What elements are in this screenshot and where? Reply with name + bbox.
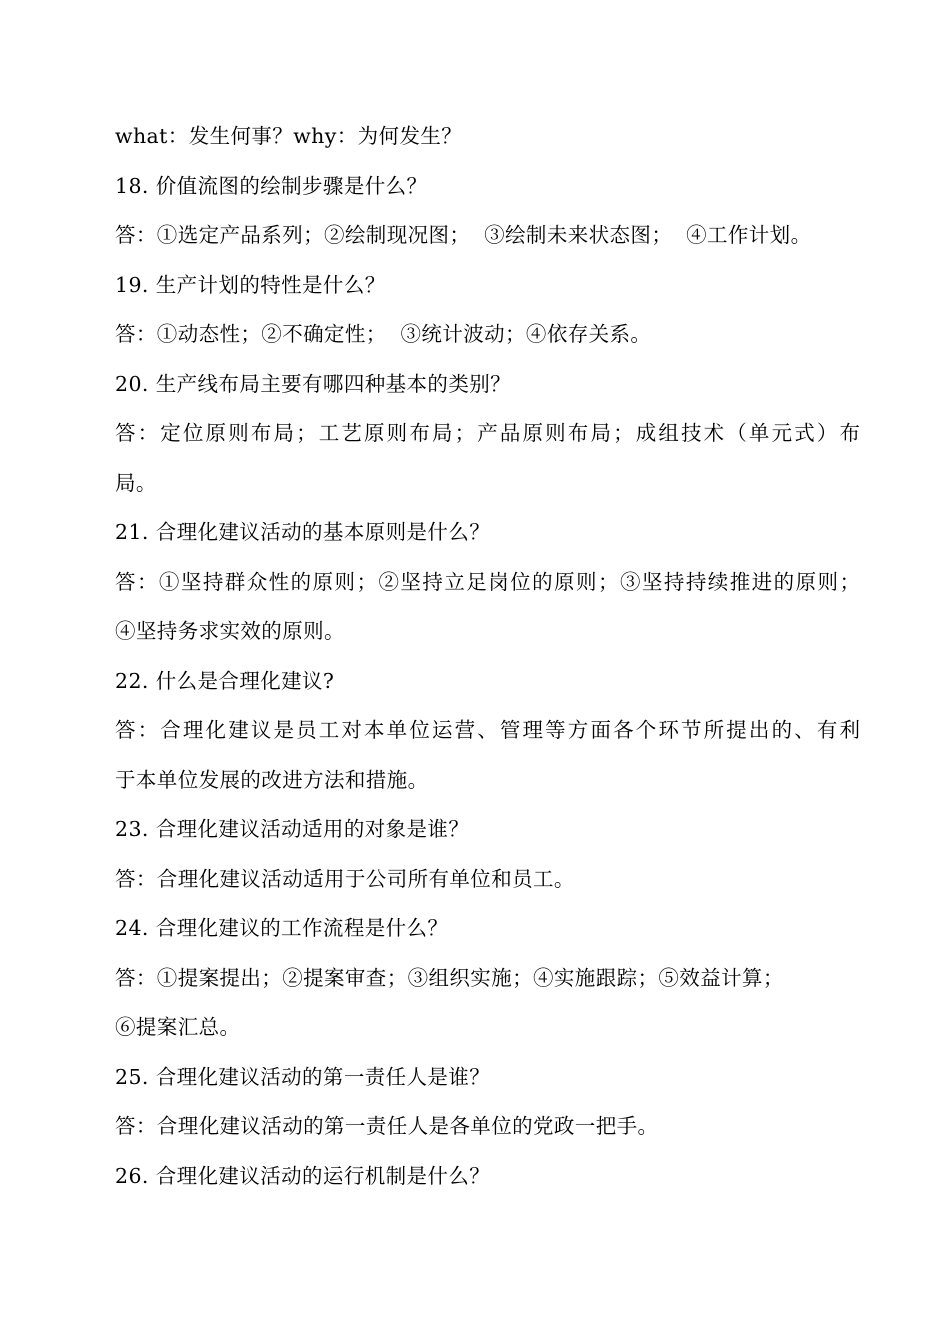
answer-20-line-1: 答：定位原则布局；工艺原则布局；产品原则布局；成组技术（单元式）布 <box>115 421 860 445</box>
question-19: 19. 生产计划的特性是什么？ <box>115 272 386 297</box>
question-20: 20. 生产线布局主要有哪四种基本的类别？ <box>115 371 512 396</box>
answer-20-line-2: 局。 <box>115 470 157 495</box>
answer-24-line-1: 答：①提案提出；②提案审查；③组织实施；④实施跟踪；⑤效益计算； <box>115 965 784 990</box>
answer-22-line-2: 于本单位发展的改进方法和措施。 <box>115 767 429 792</box>
question-18: 18. 价值流图的绘制步骤是什么？ <box>115 173 428 198</box>
answer-18: 答：①选定产品系列；②绘制现况图； ③绘制未来状态图； ④工作计划。 <box>115 223 812 247</box>
question-21: 21. 合理化建议活动的基本原则是什么？ <box>115 520 491 544</box>
answer-22-line-1: 答：合理化建议是员工对本单位运营、管理等方面各个环节所提出的、有利 <box>115 718 860 742</box>
question-24: 24. 合理化建议的工作流程是什么？ <box>115 916 449 940</box>
text-line-what-why: what：发生何事？why：为何发生？ <box>115 124 463 148</box>
answer-24-line-2: ⑥提案汇总。 <box>115 1015 241 1039</box>
answer-21-line-2: ④坚持务求实效的原则。 <box>115 619 345 643</box>
question-25: 25. 合理化建议活动的第一责任人是谁？ <box>115 1064 491 1089</box>
answer-25: 答：合理化建议活动的第一责任人是各单位的党政一把手。 <box>115 1114 659 1138</box>
question-23: 23. 合理化建议活动适用的对象是谁？ <box>115 817 470 841</box>
answer-23: 答：合理化建议活动适用于公司所有单位和员工。 <box>115 866 575 891</box>
answer-19: 答：①动态性；②不确定性； ③统计波动；④依存关系。 <box>115 322 652 346</box>
answer-21-line-1: 答：①坚持群众性的原则；②坚持立足岗位的原则；③坚持持续推进的原则； <box>115 569 860 594</box>
question-22: 22. 什么是合理化建议? <box>115 668 335 693</box>
question-26: 26. 合理化建议活动的运行机制是什么？ <box>115 1163 491 1188</box>
document-body <box>115 112 860 1201</box>
